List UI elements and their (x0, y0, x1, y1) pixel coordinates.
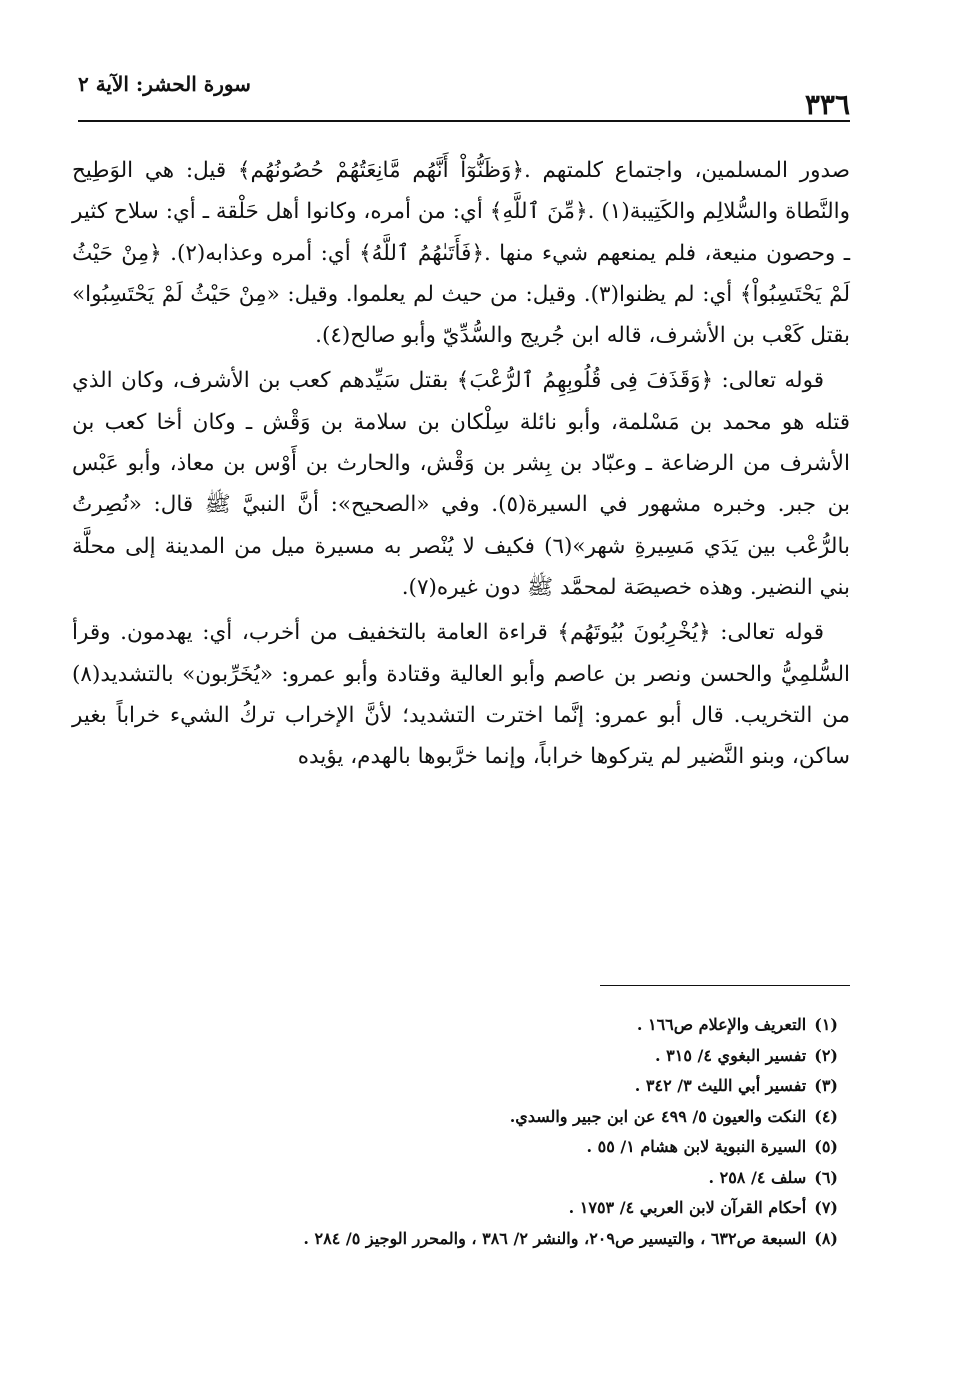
running-title: سورة الحشر: الآية ٢ (78, 72, 251, 96)
footnote (150, 1071, 838, 1102)
footnote-text: تفسير البغوي ٤/ ٣١٥ . (655, 1045, 807, 1065)
footnote-text: السيرة النبوية لابن هشام ١/ ٥٥ . (586, 1137, 807, 1156)
footnote-number: (٦) (814, 1167, 838, 1187)
footnotes (150, 1010, 838, 1254)
paragraph: صدور المسلمين، واجتماع كلمتهم .﴿وَظَنُّوٓاْ أَنَّهُم مَّانِعَتُهُمْ حُصُونُهُم﴾ قيل: هي الوَطِيح والنَّطاة والسُّلالِم والكَتِيبة(١) .﴿مِّنَ ٱللَّهِ﴾ أي: من أمره، وكانوا أهل حَلْقة ـ أي: سلاح كثير ـ وحصون منيعة، فلم يمنعهم شيء منها .﴿فَأَتَىٰهُمُ ٱللَّهُ﴾ أي: أمره وعذابه(٢). ﴿مِنْ حَيْثُ لَمْ يَحْتَسِبُواْ﴾ أي: لم يظنوا(٣). وقيل: من حيث لم يعلموا. وقيل: «مِنْ حَيْثُ لَمْ يَحْتَسِبُوا» بقتل كَعْب بن الأشرف، قاله ابن جُريج والسُّدِّيّ وأبو صالح(٤). (72, 158, 850, 349)
footnote (150, 1163, 838, 1194)
footnote (150, 1132, 838, 1163)
footnote-number: (١) (814, 1015, 838, 1034)
page-number: ٣٣٦ (804, 88, 850, 121)
footnote (150, 1010, 838, 1041)
footnote-text: السبعة ص٦٣٢ ، والتيسير ص٢٠٩، والنشر ٢/ ٣٨٦ ، والمحرر الوجيز ٥/ ٢٨٤ . (303, 1228, 807, 1248)
header-rule (78, 120, 850, 122)
footnote-number: (٨) (814, 1228, 838, 1248)
main-text (72, 150, 850, 777)
footnote-text: التعريف والإعلام ص١٦٦ . (636, 1015, 807, 1034)
footnote (150, 1193, 838, 1224)
footnote-number: (٢) (814, 1045, 838, 1065)
footnote-text: أحكام القرآن لابن العربي ٤/ ١٧٥٣ . (568, 1198, 807, 1217)
page-header (78, 62, 850, 120)
paragraph: قوله تعالى: ﴿وَقَذَفَ فِى قُلُوبِهِمُ ٱلرُّعْبَ﴾ بقتل سَيِّدهم كعب بن الأشرف، وكان الذي قتله هو محمد بن مَسْلمة، وأبو نائلة سِلْكان بن سلامة بن وَقْش ـ وكان أخا كعب بن الأشرف من الرضاعة ـ وعبّاد بن بِشر بن وَقْش، والحارث بن أَوْس بن معاذ، وأبو عَبْس بن جبر. وخبره مشهور في السيرة(٥). وفي «الصحيح»: أنَّ النبيَّ ﷺ قال: «نُصِرتُ بالرُّعْب بين يَدَي مَسِيرةِ شهر»(٦) فكيف لا يُنْصر به مسيرة ميل من المدينة إلى محلَّة بني النضير. وهذه خصيصَة لمحمَّد ﷺ دون غيره(٧). (72, 368, 850, 600)
footnote (150, 1102, 838, 1133)
footnote (150, 1224, 838, 1255)
footnote-number: (٣) (814, 1076, 838, 1095)
footnote-text: سلف ٤/ ٢٥٨ . (708, 1167, 807, 1187)
footnote-separator (600, 985, 850, 986)
footnote-text: تفسير أبي الليث ٣/ ٣٤٢ . (634, 1076, 807, 1095)
footnote-number: (٤) (814, 1106, 838, 1126)
footnote-number: (٧) (814, 1198, 838, 1217)
footnote (150, 1041, 838, 1072)
footnote-number: (٥) (814, 1137, 838, 1156)
paragraph: قوله تعالى: ﴿يُخْرِبُونَ بُيُوتَهُم﴾ قراءة العامة بالتخفيف من أخرب، أي: يهدمون. وقرأ السُّلمِيُّ والحسن ونصر بن عاصم وأبو العالية وقتادة وأبو عمرو: «يُخَرِّبون» بالتشديد(٨) من التخريب. قال أبو عمرو: إنَّما اخترت التشديد؛ لأنَّ الإخراب تركُ الشيء خراباً بغير ساكن، وبنو النَّضير لم يتركوها خراباً، وإنما خرَّبوها بالهدم، يؤيده (72, 620, 850, 770)
footnote-text: النكت والعيون ٥/ ٤٩٩ عن ابن جبير والسدي. (509, 1106, 807, 1126)
